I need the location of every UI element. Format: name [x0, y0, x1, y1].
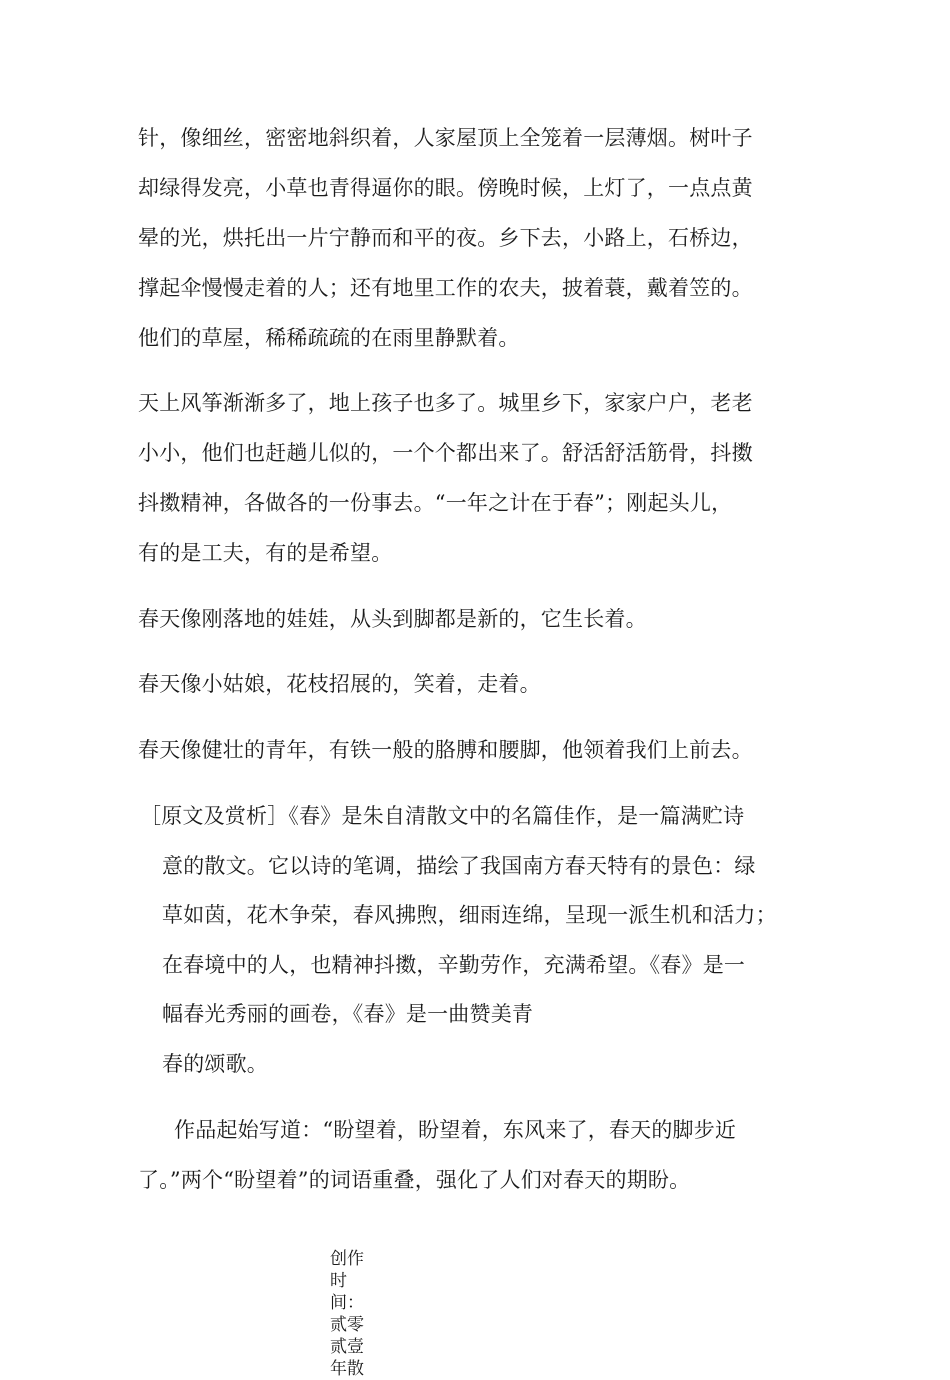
paragraph-1-line-4: 撑起伞慢慢走着的人；还有地里工作的农夫，披着蓑，戴着笠的。: [138, 276, 753, 300]
paragraph-2-line-1: 天上风筝渐渐多了，地上孩子也多了。城里乡下，家家户户，老老: [138, 391, 753, 415]
paragraph-1-line-3: 晕的光，烘托出一片宁静而和平的夜。乡下去，小路上，石桥边，: [138, 226, 753, 250]
analysis-line-6: 春的颂歌。: [162, 1052, 268, 1076]
paragraph-1-line-2: 却绿得发亮，小草也青得逼你的眼。傍晚时候，上灯了，一点点黄: [138, 176, 753, 200]
paragraph-1-line-1: 针，像细丝，密密地斜织着，人家屋顶上全笼着一层薄烟。树叶子: [138, 126, 753, 150]
analysis-line-5: 幅春光秀丽的画卷，《春》是一曲赞美青: [162, 1002, 534, 1026]
analysis-line-3: 草如茵，花木争荣，春风拂煦，细雨连绵，呈现一派生机和活力；: [162, 903, 777, 927]
paragraph-4: 春天像小姑娘，花枝招展的，笑着，走着。: [138, 672, 541, 696]
paragraph-2-line-4: 有的是工夫，有的是希望。: [138, 541, 393, 565]
closing-line-2: 了。”两个“盼望着”的词语重叠，强化了人们对春天的期盼。: [138, 1168, 691, 1192]
analysis-line-4: 在春境中的人，也精神抖擞，辛勤劳作，充满希望。《春》是一: [162, 953, 746, 977]
analysis-line-1: ［原文及赏析］《春》是朱自清散文中的名篇佳作，是一篇满贮诗: [140, 804, 745, 828]
paragraph-3: 春天像刚落地的娃娃，从头到脚都是新的，它生长着。: [138, 607, 647, 631]
paragraph-5: 春天像健壮的青年，有铁一般的胳膊和腰脚，他领着我们上前去。: [138, 738, 753, 762]
analysis-line-2: 意的散文。它以诗的笔调，描绘了我国南方春天特有的景色：绿: [162, 854, 756, 878]
paragraph-2-line-2: 小小，他们也赶趟儿似的，一个个都出来了。舒活舒活筋骨，抖擞: [138, 441, 753, 465]
paragraph-1-line-5: 他们的草屋，稀稀疏疏的在雨里静默着。: [138, 326, 520, 350]
creation-time-note: 创作时间：贰零贰壹年散: [330, 1249, 364, 1379]
paragraph-2-line-3: 抖擞精神，各做各的一份事去。“一年之计在于春”；刚起头儿，: [138, 491, 733, 515]
closing-line-1: 作品起始写道：“盼望着，盼望着，东风来了，春天的脚步近: [174, 1118, 737, 1142]
